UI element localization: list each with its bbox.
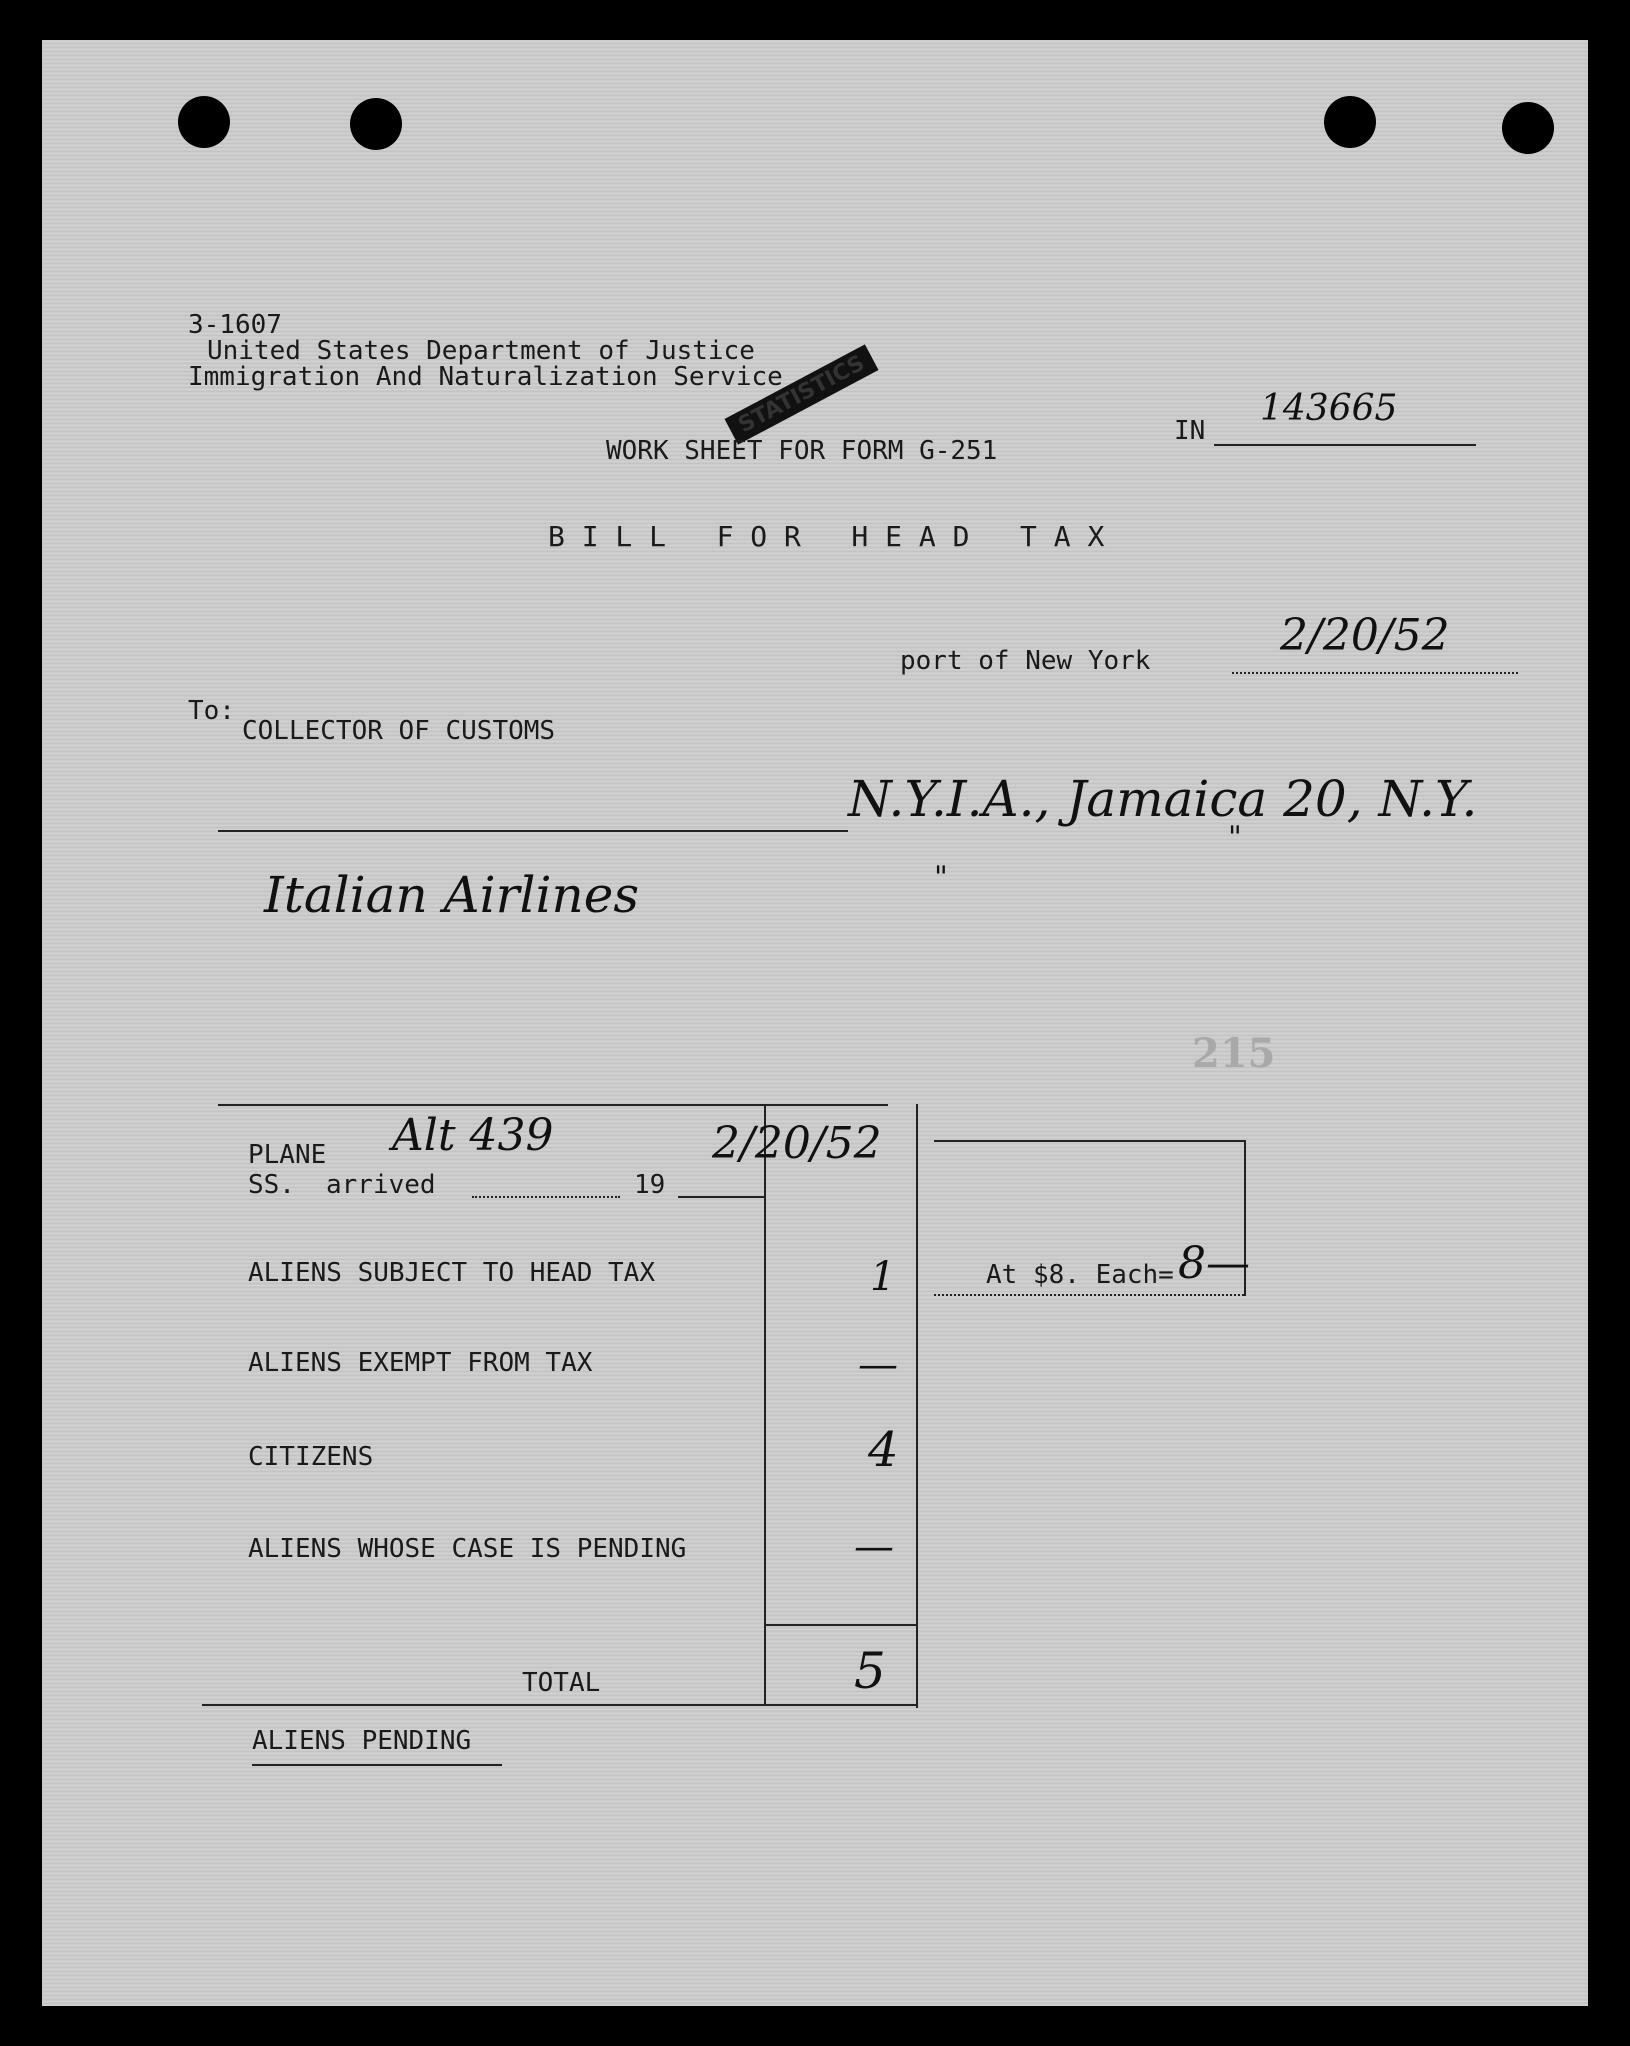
row-label-pending: ALIENS WHOSE CASE IS PENDING: [248, 1534, 687, 1564]
date-handwritten: 2/20/52: [1280, 610, 1450, 661]
year-prefix: 19: [634, 1170, 666, 1200]
collector-of-customs: COLLECTOR OF CUSTOMS: [242, 716, 556, 746]
in-label: IN: [1174, 416, 1206, 446]
tax-box-bottom: [934, 1294, 1244, 1296]
punch-hole-2: [350, 98, 402, 150]
bill-title: B I L L F O R H E A D T A X: [548, 520, 1105, 553]
in-number-handwritten: 143665: [1260, 388, 1398, 429]
row-value-subject: 1: [870, 1254, 896, 1300]
department-line: United States Department of Justice: [207, 336, 755, 366]
faint-number: 215: [1192, 1030, 1276, 1077]
statistics-stamp: STATISTICS: [725, 344, 879, 444]
plane-value-handwritten: Alt 439: [392, 1110, 554, 1161]
service-line: Immigration And Naturalization Service: [188, 362, 783, 392]
year-line: [678, 1196, 764, 1198]
table-col-right: [916, 1104, 918, 1708]
aliens-pending-label: ALIENS PENDING: [252, 1726, 472, 1756]
punch-hole-1: [178, 96, 230, 148]
total-label: TOTAL: [522, 1668, 601, 1698]
plane-label: PLANE: [248, 1140, 327, 1170]
tax-amount-handwritten: 8—: [1178, 1238, 1250, 1289]
ditto-mark-2: ": [934, 860, 948, 895]
punch-hole-4: [1502, 102, 1554, 154]
punch-hole-3: [1324, 96, 1376, 148]
row-value-citizens: 4: [868, 1422, 899, 1478]
table-col-left: [764, 1104, 766, 1704]
address-line: [218, 830, 848, 832]
total-top-line: [764, 1624, 916, 1626]
airline-handwritten: Italian Airlines: [264, 866, 639, 924]
location-handwritten: N.Y.I.A., Jamaica 20, N.Y.: [848, 770, 1478, 828]
tax-box-top: [934, 1140, 1244, 1142]
to-label: To:: [188, 696, 235, 726]
worksheet-title: WORK SHEET FOR FORM G-251: [606, 436, 998, 466]
document-page: [42, 40, 1588, 2006]
form-number: 3-1607: [188, 310, 282, 340]
ss-label: SS.: [248, 1170, 295, 1200]
plane-date-handwritten: 2/20/52: [712, 1118, 882, 1169]
port-label: port of New York: [900, 646, 1151, 676]
row-label-exempt: ALIENS EXEMPT FROM TAX: [248, 1348, 593, 1378]
in-number-line: [1214, 444, 1476, 446]
table-top-border: [218, 1104, 888, 1106]
row-value-pending: —: [854, 1524, 894, 1570]
tax-rate-label: At $8. Each=: [986, 1260, 1174, 1290]
row-label-subject: ALIENS SUBJECT TO HEAD TAX: [248, 1258, 655, 1288]
row-label-citizens: CITIZENS: [248, 1442, 374, 1472]
table-bottom-border: [202, 1704, 916, 1706]
ditto-mark: ": [1228, 820, 1242, 855]
aliens-pending-line: [252, 1764, 502, 1766]
total-value-handwritten: 5: [854, 1642, 886, 1700]
arrived-label: arrived: [326, 1170, 436, 1200]
row-value-exempt: —: [858, 1342, 898, 1388]
date-line: [1232, 672, 1518, 674]
arrived-line: [472, 1196, 620, 1198]
